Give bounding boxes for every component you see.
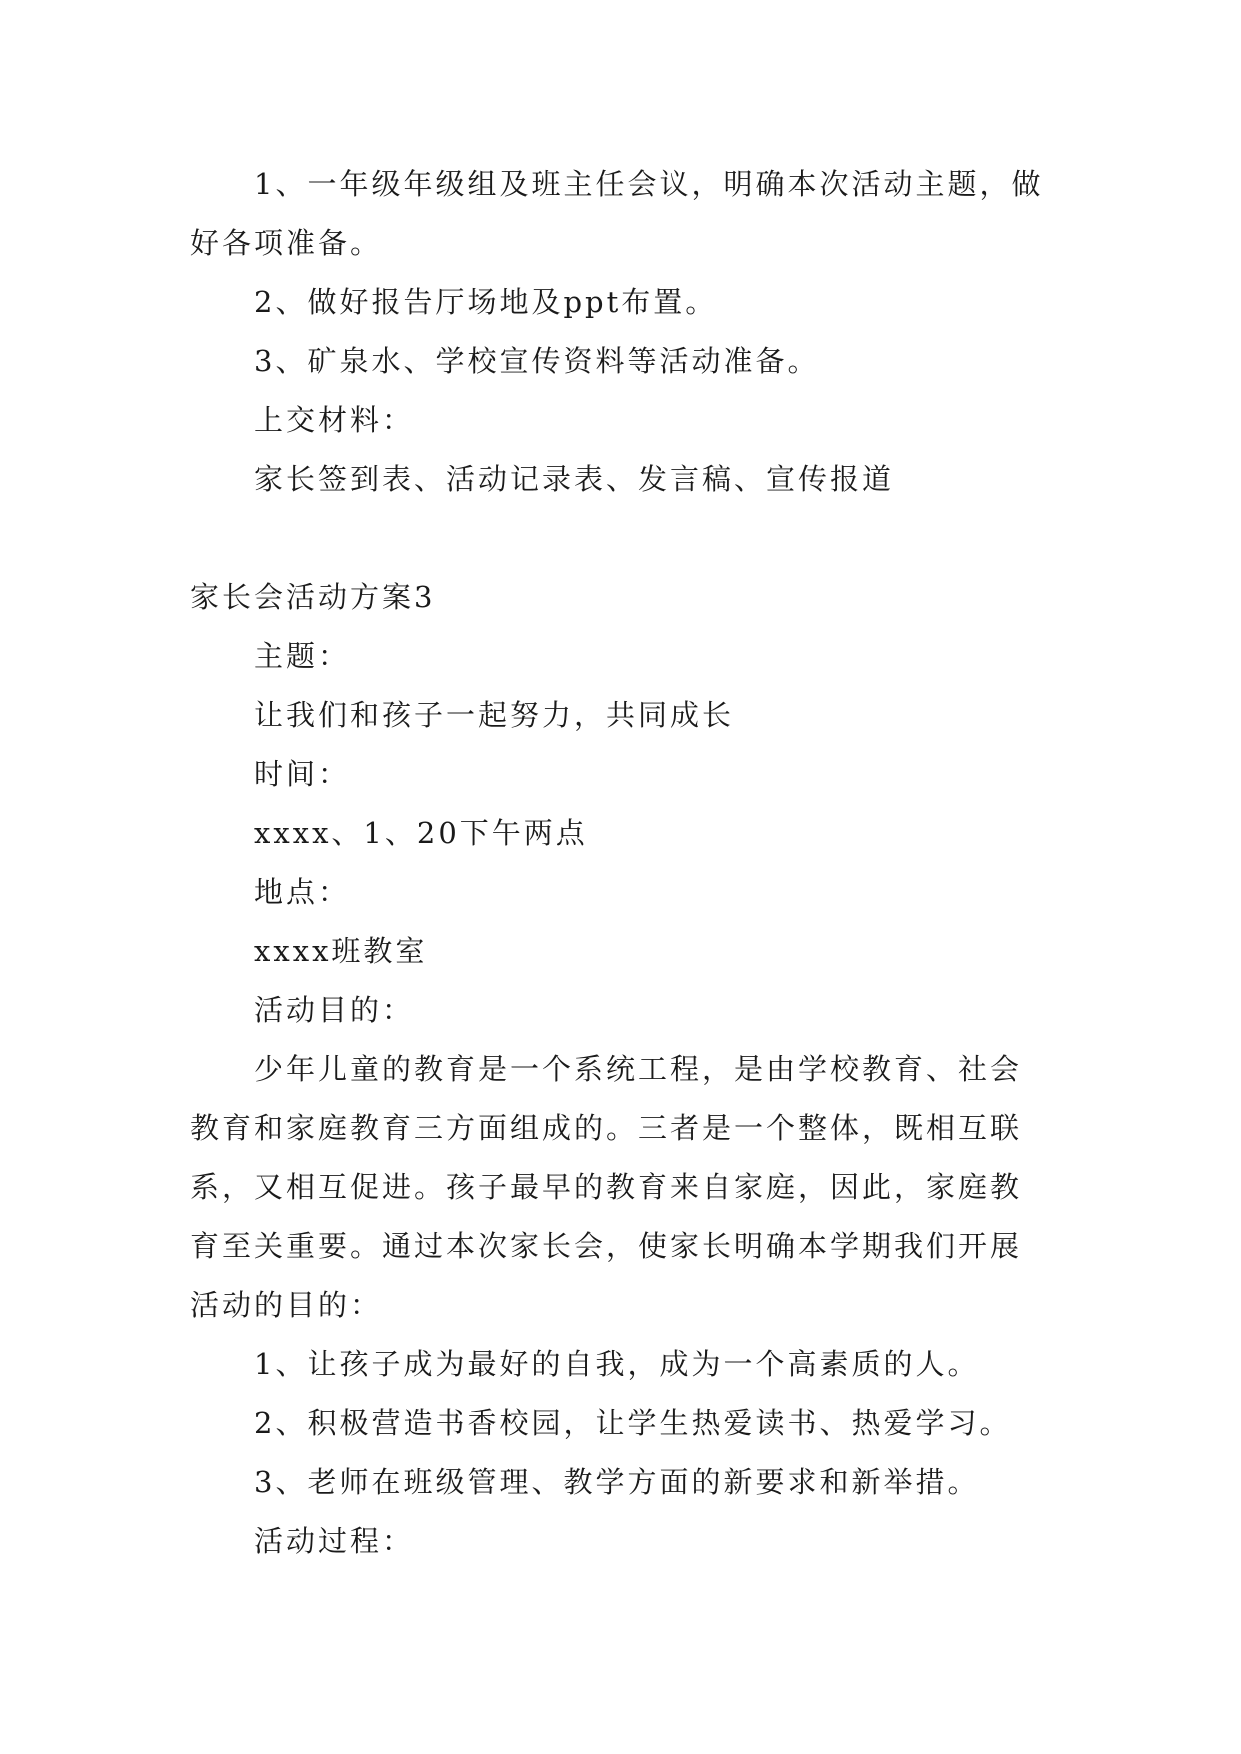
theme-value: 让我们和孩子一起努力，共同成长 — [254, 698, 735, 732]
section-gap — [190, 509, 1050, 568]
document-body — [190, 155, 1050, 1571]
purpose-paragraph: 少年儿童的教育是一个系统工程，是由学校教育、社会教育和家庭教育三方面组成的。三者是一个整体，既相互联系，又相互促进。孩子最早的教育来自家庭，因此，家庭教育至关重要。通过本次家长会，使家长明确本学期我们开展活动的目的： — [190, 1052, 1023, 1322]
purpose-label: 活动目的： — [254, 993, 415, 1027]
place-label: 地点： — [254, 875, 351, 909]
section-title: 家长会活动方案3 — [190, 580, 436, 614]
materials-list: 家长签到表、活动记录表、发言稿、宣传报道 — [254, 462, 895, 496]
materials-label: 上交材料： — [254, 403, 415, 437]
prep-item-3: 3、矿泉水、学校宣传资料等活动准备。 — [254, 344, 820, 378]
theme-label: 主题： — [254, 639, 351, 673]
time-value: xxxx、1、20下午两点 — [254, 816, 588, 850]
process-label: 活动过程： — [254, 1524, 415, 1558]
purpose-item-1: 1、让孩子成为最好的自我，成为一个高素质的人。 — [254, 1347, 980, 1381]
time-label: 时间： — [254, 757, 351, 791]
purpose-item-3: 3、老师在班级管理、教学方面的新要求和新举措。 — [254, 1465, 980, 1499]
purpose-item-2: 2、积极营造书香校园，让学生热爱读书、热爱学习。 — [254, 1406, 1012, 1440]
prep-item-1: 1、一年级年级组及班主任会议，明确本次活动主题，做好各项准备。 — [190, 167, 1044, 260]
prep-item-2: 2、做好报告厅场地及ppt布置。 — [254, 285, 718, 319]
place-value: xxxx班教室 — [254, 934, 428, 968]
